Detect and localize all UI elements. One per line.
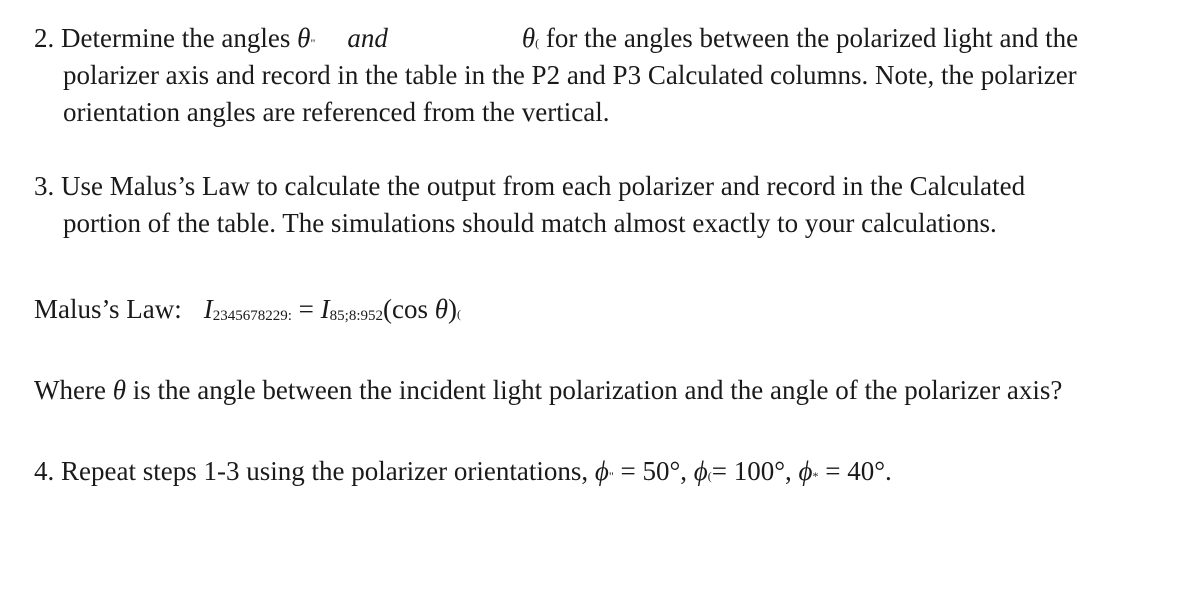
step2-line-1 bbox=[34, 20, 1078, 62]
theta-symbol: θ bbox=[112, 375, 126, 405]
where-suffix: is the angle between the incident light polarization and the angle of the polarizer axis? bbox=[125, 375, 1063, 405]
phi-2-value: = 100°, bbox=[711, 456, 799, 486]
output-subscript: 2345678229: bbox=[212, 308, 292, 324]
phi-symbol: ϕ bbox=[594, 456, 609, 486]
cos-close: ) bbox=[448, 294, 457, 324]
i-input-symbol: I bbox=[320, 294, 330, 324]
step4-line bbox=[34, 453, 892, 495]
malus-law-equation bbox=[34, 291, 461, 335]
theta-symbol: θ bbox=[434, 294, 448, 324]
step3-line-2: portion of the table. The simulations should match almost exactly to your calculations. bbox=[63, 208, 997, 238]
step4-prefix: 4. Repeat steps 1-3 using the polarizer orientations, bbox=[34, 456, 595, 486]
step2-line-2: polarizer axis and record in the table in the P2 and P3 Calculated columns. Note, the polarizer bbox=[63, 60, 1077, 90]
theta-2-subscript: ( bbox=[535, 36, 540, 50]
malus-law-label: Malus’s Law: bbox=[34, 294, 182, 324]
phi-3-subscript: * bbox=[812, 469, 819, 483]
step2-prefix: 2. Determine the angles bbox=[34, 23, 298, 53]
and-word: and bbox=[347, 23, 388, 53]
equals-sign: = bbox=[291, 294, 321, 324]
i-output-symbol: I bbox=[203, 294, 213, 324]
phi-symbol: ϕ bbox=[798, 456, 813, 486]
phi-2-subscript: ( bbox=[707, 469, 712, 483]
phi-1-value: = 50°, bbox=[613, 456, 694, 486]
cos-open: (cos bbox=[383, 294, 435, 324]
where-line bbox=[34, 372, 1062, 409]
step3-line-1: 3. Use Malus’s Law to calculate the output from each polarizer and record in the Calculated bbox=[34, 171, 1026, 201]
theta-symbol: θ bbox=[521, 23, 536, 53]
step2-line-3: orientation angles are referenced from the vertical. bbox=[63, 97, 610, 127]
input-subscript: 85;8:952 bbox=[329, 308, 383, 324]
phi-symbol: ϕ bbox=[693, 456, 708, 486]
step2-suffix: for the angles between the polarized light and the bbox=[539, 23, 1079, 53]
theta-1-subscript: " bbox=[310, 36, 316, 50]
where-prefix: Where bbox=[34, 375, 113, 405]
theta-symbol: θ bbox=[297, 23, 311, 53]
power-exponent: ( bbox=[457, 307, 461, 321]
phi-1-subscript: " bbox=[608, 469, 614, 483]
phi-3-value: = 40°. bbox=[818, 456, 892, 486]
